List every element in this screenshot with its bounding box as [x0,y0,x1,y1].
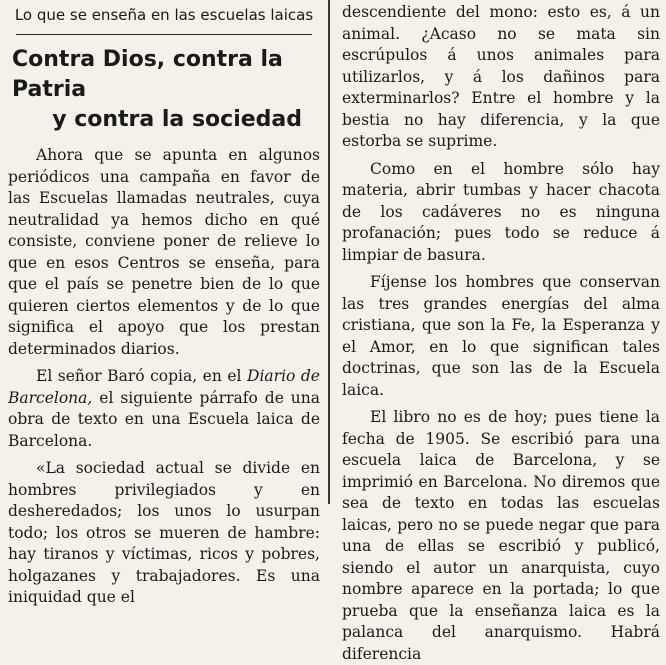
paragraph-text: el siguiente párrafo de una obra de texto en una Escuela laica de Barcelona. [8,388,320,450]
paragraph: Ahora que se apunta en algunos periódicos una campaña en favor de las Escuelas llamadas neutrales, cuya neutralidad ya hemos dicho en qué consiste, conviene poner de relieve lo que en esos Centros se enseña, para que el país se penetre bien de lo que quieren ciertos elementos y de lo que significa el apoyo que los prestan determinados diarios. [8,146,320,358]
paragraph: Fíjense los hombres que conservan las tres grandes energías del alma cristiana, que son la Fe, la Esperanza y el Amor, en lo que significan tales doctrinas, que son las de la Escuela laica. [342,273,660,399]
left-column [0,0,326,606]
kicker-rule [16,34,312,35]
left-body [8,145,320,609]
newspaper-title: Diario de Barcelona, [8,367,320,407]
paragraph [8,366,320,452]
kicker: Lo que se enseña en las escuelas laicas [14,6,314,24]
headline [8,45,320,135]
paragraph: El libro no es de hoy; pues tiene la fecha de 1905. Se escribió para una escuela laica de Barcelona, y se imprimió en Barcelona. No diremos que sea de texto en todas las escuelas laicas, pero no se puede negar que para una de ellas se escribió y publicó, siendo el autor un anarquista, cuyo nombre aparece en la portada; lo que prueba que la enseñanza laica es la palanca del anarquismo. Habrá diferencia [342,408,660,663]
headline-line-1: Contra Dios, contra la Patria [12,47,283,102]
right-body [342,2,660,665]
paragraph: descendiente del mono: esto es, á un animal. ¿Acaso no se mata sin escrúpulos á unos animales para utilizarlos, y á los dañinos para exterminarlos? Entre el hombre y la bestia no hay diferencia, y la que estorba se suprime. [342,3,660,150]
paragraph: Como en el hombre sólo hay materia, abrir tumbas y hacer chacota de los cadáveres no es ninguna profanación; pues todo se reduce á limpiar de basura. [342,159,660,264]
paragraph-text: El señor Baró copia, en el [36,367,242,385]
right-column [334,0,666,663]
column-rule [328,0,330,504]
paragraph: «La sociedad actual se divide en hombres privilegiados y en desheredados; los unos lo usurpan todo; los otros se mueren de hambre: hay tiranos y víctimas, ricos y pobres, holgazanes y trabajadores. Es una iniquidad que el [8,459,320,606]
headline-line-2: y contra la sociedad [52,107,302,132]
